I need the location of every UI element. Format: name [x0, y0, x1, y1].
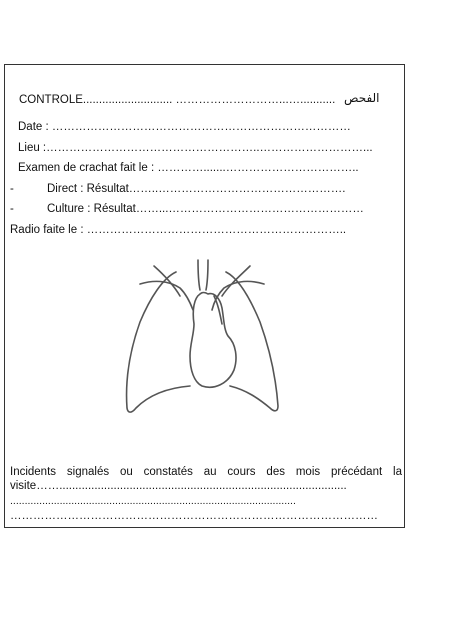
incidents-line-2: visite……..........................................................................................	[10, 480, 347, 492]
left-lung-outline	[127, 272, 190, 412]
radio-line: Radio faite le : …………………………………………………………..	[10, 224, 347, 236]
right-lung-inner	[212, 281, 264, 310]
controle-line: CONTROLE............................ ………………………...…...........	[19, 94, 336, 106]
right-lung-outline	[226, 272, 278, 411]
direct-result-line: Direct : Résultat……..………………………………………….	[47, 183, 346, 195]
direct-dash: -	[10, 183, 14, 195]
culture-result-line: Culture : Résultat……...……………………………………………	[47, 203, 364, 215]
dotted-line-4: ……………………………………………………………………………………	[10, 510, 378, 522]
lieu-line: Lieu :………………………………………………..………………………...	[18, 142, 373, 154]
date-line: Date : ……………………………………………………………………	[18, 121, 351, 133]
dotted-line-3: ..................................................................................................	[10, 495, 296, 507]
controle-arabic-label: الفحص	[344, 91, 380, 105]
culture-dash: -	[10, 203, 14, 215]
chest-xray-sketch	[118, 258, 288, 420]
incidents-line-1: Incidents signalés ou constatés au cours des mois précédant la	[10, 466, 402, 478]
crachat-line: Examen de crachat fait le : ………….......……………………………..	[18, 162, 359, 174]
